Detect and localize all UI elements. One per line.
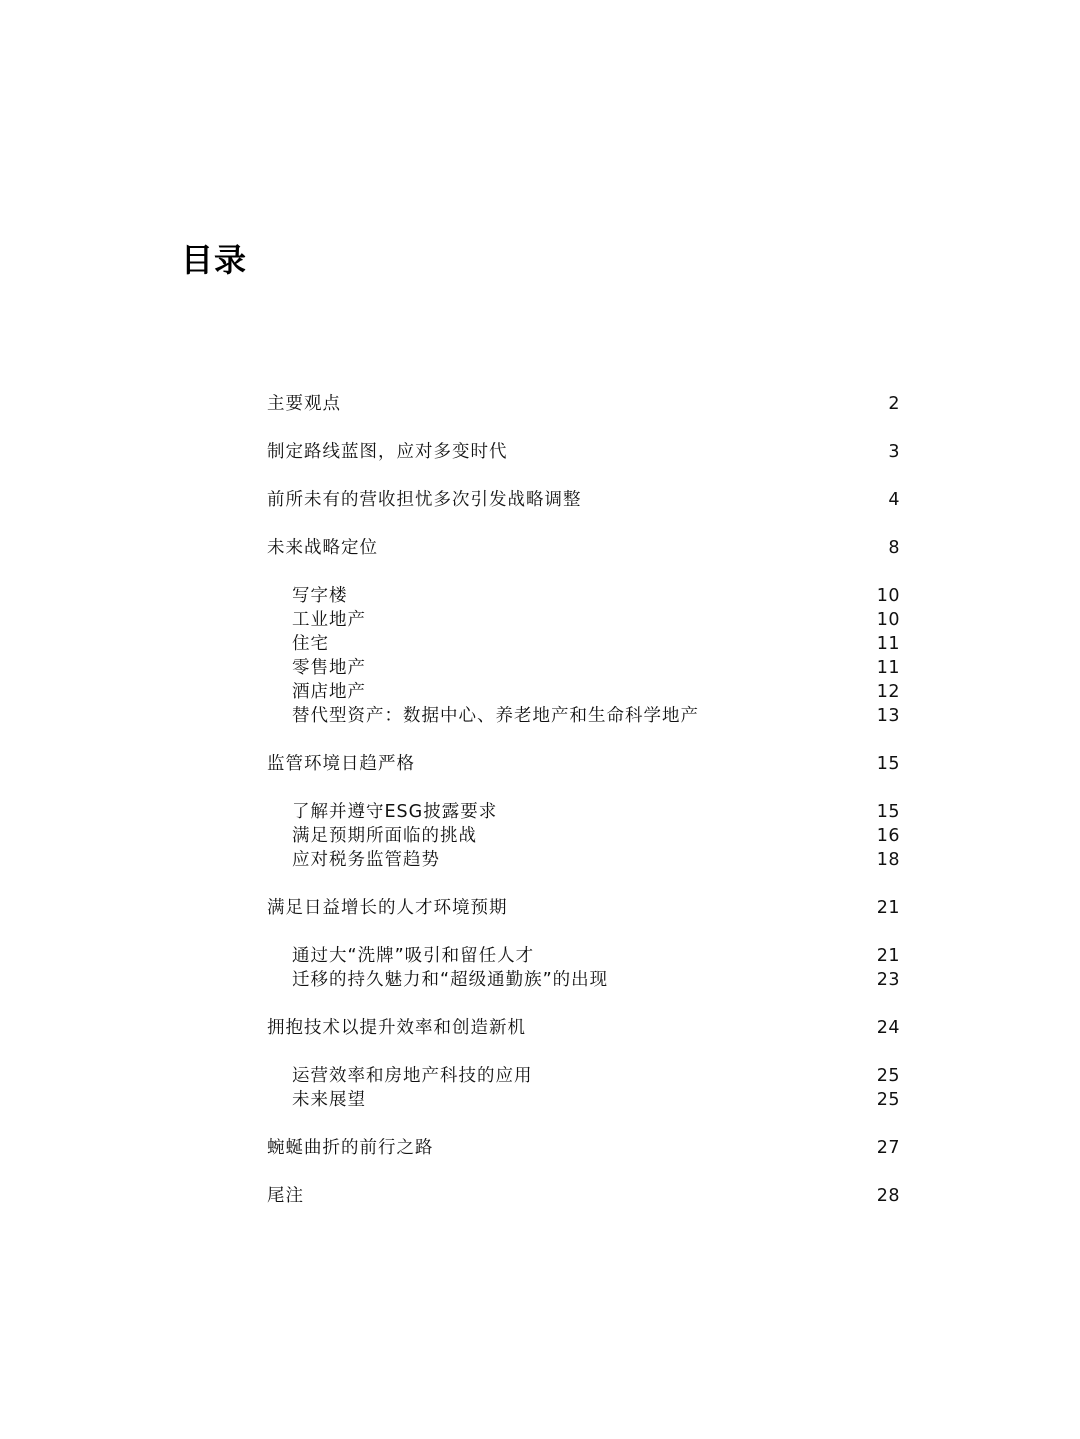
toc-entry[interactable] (267, 848, 900, 872)
toc-entry-label: 拥抱技术以提升效率和创造新机 (267, 1018, 526, 1038)
toc-entry-label: 未来展望 (292, 1090, 366, 1110)
toc-entry-page-number: 15 (876, 802, 900, 822)
toc-entry[interactable] (267, 800, 900, 824)
toc-entry-label: 满足预期所面临的挑战 (292, 826, 477, 846)
toc-entry[interactable] (267, 1184, 900, 1208)
toc-entry[interactable] (267, 392, 900, 416)
toc-entry[interactable] (267, 608, 900, 632)
page-title: 目录 (181, 241, 248, 279)
toc-entry-label: 蜿蜒曲折的前行之路 (267, 1138, 434, 1158)
toc-entry-label: 替代型资产：数据中心、养老地产和生命科学地产 (292, 706, 699, 726)
toc-entry[interactable] (267, 704, 900, 728)
toc-entry[interactable] (267, 656, 900, 680)
toc-entry[interactable] (267, 824, 900, 848)
toc-entry-page-number: 18 (876, 850, 900, 870)
toc-entry[interactable] (267, 752, 900, 776)
toc-entry-page-number: 28 (876, 1186, 900, 1206)
toc-entry-page-number: 11 (876, 634, 900, 654)
toc-entry-page-number: 27 (876, 1138, 900, 1158)
toc-entry-page-number: 11 (876, 658, 900, 678)
toc-entry-page-number: 3 (888, 442, 900, 462)
toc-entry-label: 写字楼 (292, 586, 348, 606)
toc-entry[interactable] (267, 1016, 900, 1040)
toc-entry-label: 制定路线蓝图，应对多变时代 (267, 442, 508, 462)
toc-entry-page-number: 15 (876, 754, 900, 774)
toc-entry[interactable] (267, 440, 900, 464)
toc-entry-label: 主要观点 (267, 394, 341, 414)
toc-entry[interactable] (267, 488, 900, 512)
toc-entry-page-number: 21 (876, 946, 900, 966)
toc-entry-page-number: 25 (876, 1066, 900, 1086)
toc-entry-page-number: 13 (876, 706, 900, 726)
toc-entry-page-number: 8 (888, 538, 900, 558)
toc-entry-label: 酒店地产 (292, 682, 366, 702)
toc-entry-label: 工业地产 (292, 610, 366, 630)
toc-entry-label: 前所未有的营收担忧多次引发战略调整 (267, 490, 582, 510)
toc-entry[interactable] (267, 1136, 900, 1160)
toc-entry-label: 监管环境日趋严格 (267, 754, 415, 774)
toc-entry-label: 满足日益增长的人才环境预期 (267, 898, 508, 918)
toc-entry[interactable] (267, 944, 900, 968)
toc-entry-page-number: 10 (876, 586, 900, 606)
toc-entry-label: 未来战略定位 (267, 538, 378, 558)
toc-entry-label: 尾注 (267, 1186, 304, 1206)
toc-entry[interactable] (267, 968, 900, 992)
toc-entry-page-number: 23 (876, 970, 900, 990)
toc-entry-page-number: 21 (876, 898, 900, 918)
toc-entry-page-number: 12 (876, 682, 900, 702)
toc-entry-label: 通过大“洗牌”吸引和留任人才 (292, 946, 535, 966)
toc-entry-page-number: 10 (876, 610, 900, 630)
toc-entry-page-number: 16 (876, 826, 900, 846)
toc-entry[interactable] (267, 896, 900, 920)
toc-entry-page-number: 24 (876, 1018, 900, 1038)
toc-entry-label: 住宅 (292, 634, 329, 654)
table-of-contents (267, 392, 900, 1208)
toc-entry-label: 迁移的持久魅力和“超级通勤族”的出现 (292, 970, 609, 990)
toc-entry[interactable] (267, 680, 900, 704)
toc-entry-page-number: 4 (888, 490, 900, 510)
toc-entry-page-number: 2 (888, 394, 900, 414)
toc-entry[interactable] (267, 536, 900, 560)
toc-entry-label: 应对税务监管趋势 (292, 850, 440, 870)
toc-entry-label: 了解并遵守ESG披露要求 (292, 802, 498, 822)
toc-entry[interactable] (267, 584, 900, 608)
toc-entry[interactable] (267, 1064, 900, 1088)
toc-entry-label: 零售地产 (292, 658, 366, 678)
toc-entry[interactable] (267, 632, 900, 656)
toc-entry-label: 运营效率和房地产科技的应用 (292, 1066, 533, 1086)
toc-entry[interactable] (267, 1088, 900, 1112)
toc-entry-page-number: 25 (876, 1090, 900, 1110)
